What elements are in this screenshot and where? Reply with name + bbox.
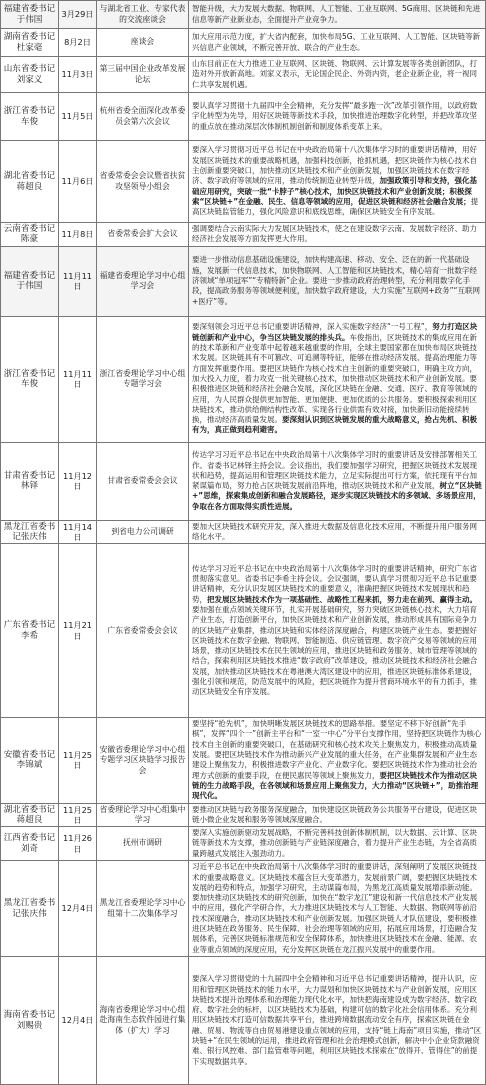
table-row xyxy=(1,1,486,29)
text-segment: 加大应用示范力度，扩大省内配套，加快布局5G、工业互联网、人工智能、区块链等新兴信息产业领域，不断完善开放、联合的产业生态。 xyxy=(192,32,481,52)
content-cell xyxy=(189,1,486,29)
table-row xyxy=(1,57,486,93)
text-segment: 传达学习习近平总书记在中央政治局第十八次集体学习时的重要讲话及安排部署相关工作。省委书记林铎主持会议。会议指出，我们要加强学习研究，把握区块链技术发展现状和趋势，提高运用和管理区块链技术能力，立足实际提出可行方案，依托现有平台加紧谋篇布局，努力抢占区块链发展前沿阵地，推动区块链技术和产业发展， xyxy=(192,450,477,491)
table-row xyxy=(1,29,486,57)
content-cell xyxy=(189,93,486,141)
table-row xyxy=(1,141,486,223)
content-cell xyxy=(189,718,486,803)
bold-segment: 要把区块链技术作为推动区块链的生力战略手段，在各领域和场景应用上聚焦发力，大力推动“区块链+”，助推治理现代化。 xyxy=(192,770,479,801)
official-cell: 福建省委书记于伟国 xyxy=(1,1,59,29)
date-cell: 11月6日 xyxy=(59,141,97,223)
text-segment: 要坚持“抢先机”，加快明晰发展区块链技术的思路举措。要坚定不移下好创新“先手棋”，发挥“四个一”创新主平台和“一室一中心”分平台支撑作用，坚持把区块链作为核心技术自主创新的重要突破口，在基础研究和核心技术攻关上聚焦发力，积极推动高质量发展。要把区块链技术作为推动新兴产业发展的重大任务，在产业集群发展和产业生态建设上聚焦发力，积极推进数字产业化、产业数字化。要把区块链技术作为推动社会治理方式创新的重要手段，在便民惠民等领域上聚焦发力， xyxy=(192,719,482,780)
content-cell xyxy=(189,544,486,718)
official-cell: 浙江省委书记车俊 xyxy=(1,93,59,141)
official-cell: 福建省委书记于伟国 xyxy=(1,246,59,316)
text-segment: 提高区块链监管能力，强化风险意识和底线思维，确保区块链安全有序发展。 xyxy=(192,196,479,217)
event-cell: 甘肃省委常委会会议 xyxy=(97,442,189,520)
text-segment: 要加强在重点领域关键环节，扎实开展基础研究，努力突破区块链核心技术，大力培育产业生态，打造创新平台，加快区块链技术和产业创新发展，推动形成具有国际竞争力的区块链产业集群，推动区块链和实体经济深度融合，构建区块链产业生态。要把握好区块链技术在数字金融、物联网、智能制造、供应链管理、数字资产交易等领域的应用场景，推动区块链技术在民生领域的应用，推进区块链和政务服务、城市管理等领域的结合，探索利用区块链技术推进“数字政府”改革建设，推动区块链技术和经济社会融合发展，加快推动区块链技术在粤港澳大湾区建设中的应用，推进区块链标准体系建设，强化引领和规范，防范发展中的风险，把区块链作为提升营商环境水平的有力抓手，推动区块链安全有序发展。 xyxy=(192,604,478,697)
text-segment: 要认真学习贯彻十九届四中全会精神，充分发挥“最多跑一次”改革引领作用，以政府数字化转型为先导，用好区块链等新技术手段，加快推进治理数字化转型，并把改革攻坚的重点放在推动深层次体制机制创新和制度体系变革上来。 xyxy=(192,101,478,131)
event-cell: 省委常委会扩大会议 xyxy=(97,223,189,247)
event-cell: 省委常委会会议暨省扶贫攻坚领导小组会 xyxy=(97,141,189,223)
date-cell: 12月4日 xyxy=(59,861,97,957)
official-cell: 湖北省委书记蒋超良 xyxy=(1,141,59,223)
text-segment: 要推动区块链与政务服务深度融合，加快建设区块链政务公共服务平台建设，促进区块链小微企业发展和服务等领域深度融合。 xyxy=(192,804,477,824)
text-segment: 强调要结合云南实际大力发展区块链技术，使之在建设数字云南、发展数字经济、助力经济社会发展等方面发挥更大作用。 xyxy=(192,224,477,244)
official-cell: 浙江省委书记车俊 xyxy=(1,316,59,442)
event-cell: 福建省委理论学习中心组学习会 xyxy=(97,246,189,316)
content-cell xyxy=(189,246,486,316)
officials-table xyxy=(1,1,486,1085)
event-cell: 与湖北省工业、专家代表的交流座谈会 xyxy=(97,1,189,29)
date-cell: 12月4日 xyxy=(59,957,97,1085)
date-cell: 11月8日 xyxy=(59,223,97,247)
table-row xyxy=(1,246,486,316)
content-cell xyxy=(189,223,486,247)
table-row xyxy=(1,520,486,544)
event-cell: 杭州省委全面深化改革委员会第六次会议 xyxy=(97,93,189,141)
bold-segment: 加强政策引导和支持，强化基础应用研究，突破一批“卡脖子”核心技术，加快区块链技术和产业创新发展；积极探索“区块链+”在金融、民生、信息等领域的应用，促进区块链和经济社会融合发展； xyxy=(192,176,477,206)
content-cell xyxy=(189,141,486,223)
table-row xyxy=(1,544,486,718)
date-cell: 11月3日 xyxy=(59,57,97,93)
text-segment: 要深入实施创新驱动发展战略，不断完善科技创新体制机制，以大数据、云计算、区块链等新技术为支撑，推动创新链与产业链深度融合，着力提升产业生态链，为全省高质量跨越式发展注入强劲动力。 xyxy=(192,828,477,858)
table-row xyxy=(1,718,486,803)
text-segment: 要加大区块链技术研究开发，深入推进大数据及信息化技术应用，不断提升用户服务网络化水平。 xyxy=(192,521,477,541)
text-segment: 传达学习习近平总书记在中央政治局第十八次集体学习时的重要讲话精神，研究广东省贯彻落实意见。省委书记李希主持会议。会议强调，要认真学习贯彻习近平总书记重要讲话精神，充分认识发展区块链技术的重要意义，准确把握区块链技术发展现状和趋势， xyxy=(192,563,477,604)
table-row xyxy=(1,93,486,141)
event-cell: 第三届中国企业改革发展论坛 xyxy=(97,57,189,93)
text-segment: 要深入学习贯彻习近平总书记在中央政治局第十八次集体学习时的重要讲话精神，用好发展区块链技术的重要战略机遇，加强科技创新，抢抓机遇，把区块链作为核心技术自主创新重要突破口，加快推动区块链技术和产业创新发展，加强区块链技术在数字经济、数字政府等领域的应用，推动传统制造业转型升级， xyxy=(192,145,477,186)
text-segment: 智能升级，大力发展大数据、物联网、人工智能、工业互联网、5G商用、区块链和先进信息等新产业新业态，全面提升产业竞争力。 xyxy=(192,4,481,24)
content-cell xyxy=(189,957,486,1085)
date-cell: 11月12日 xyxy=(59,442,97,520)
bold-segment: 把发展区块链技术作为一项基础性、战略性工程来抓，努力走在前列、赢得主动。 xyxy=(207,594,477,604)
content-cell xyxy=(189,29,486,57)
official-cell: 黑龙江省委书记张庆伟 xyxy=(1,520,59,544)
table-row xyxy=(1,861,486,957)
date-cell: 11月26日 xyxy=(59,827,97,861)
text-segment: 习近平总书记在中央政治局第十八次集体学习时的重要讲话，深刻阐明了发展区块链技术的重要战略意义。区块链技术蕴含巨大变革潜力，发展前景广阔，要把握区块链技术发展的趋势和特点，加强学习研究，主动谋篇布局，为黑龙江高质量发展增添新动能。要加快推动区块链技术的研究创新，加快在“数字龙江”建设和新一代信息技术产业发展中的应用，强化产学研合作，大力推进区块链技术与人工智能、大数据、物联网等前沿技术深度融合，推动区块链技术和产业创新发展。加强区块链人才队伍建设，要积极推进区块链在政务服务、民生保障、社会治理等领域的应用，拓展应用场景，打造融合发展体系，完善区块链标准规范和安全保障体系，加快推进区块链技术在金融、能源、农业等重点领域的深度应用，充分发挥区块链在龙江振兴发展中的重要作用。 xyxy=(192,862,478,954)
content-cell xyxy=(189,803,486,827)
text-segment: 山东目前正在大力推进工业互联网、区块链、物联网、云计算发展等各类创新团队，打造对外开放新高地。刘家义表示，无论国企民企、外资内资，老企业新企业，将一视同仁共享发展机遇。 xyxy=(192,59,477,89)
bold-segment: 努力打造区块链创新和产业中心，争当区块链发展的排头兵。 xyxy=(192,322,478,342)
table-row xyxy=(1,223,486,247)
text-segment: 要深刻领会习近平总书记重要讲话精神，深入实施数字经济“一号工程”， xyxy=(192,322,433,332)
content-cell xyxy=(189,520,486,544)
event-cell: 抚州市调研 xyxy=(97,827,189,861)
event-cell: 黑龙江省委理论学习中心组第十二次集体学习 xyxy=(97,861,189,957)
event-cell: 广东省委常委会会议 xyxy=(97,544,189,718)
content-cell xyxy=(189,316,486,442)
official-cell: 江西省委书记刘奇 xyxy=(1,827,59,861)
date-cell: 11月11日 xyxy=(59,316,97,442)
official-cell: 湖北省委书记蒋超良 xyxy=(1,803,59,827)
content-cell xyxy=(189,57,486,93)
event-cell: 到省电力公司调研 xyxy=(97,520,189,544)
date-cell: 8月2日 xyxy=(59,29,97,57)
official-cell: 云南省委书记陈豪 xyxy=(1,223,59,247)
date-cell: 11月25日 xyxy=(59,718,97,803)
date-cell: 3月29日 xyxy=(59,1,97,29)
date-cell: 11月11日 xyxy=(59,246,97,316)
date-cell: 11月14日 xyxy=(59,520,97,544)
table-row xyxy=(1,316,486,442)
event-cell: 浙江省委理论学习中心组专题学习会 xyxy=(97,316,189,442)
date-cell: 11月25日 xyxy=(59,803,97,827)
official-cell: 湖南省委书记杜家毫 xyxy=(1,29,59,57)
event-cell: 省委理论学习中心组集中学习 xyxy=(97,803,189,827)
event-cell: 海南省委理论学习中心组赴海南生态软件园进行集体（扩大）学习 xyxy=(97,957,189,1085)
bold-segment: 树立“区块链+”思维，探索集成创新和融合发展路径，逐步实现区块链技术的多领域、多场景应用，争取在各方面取得实质性进展。 xyxy=(192,481,482,511)
official-cell: 山东省委书记刘家义 xyxy=(1,57,59,93)
table-row xyxy=(1,957,486,1085)
event-cell: 安徽省委理论学习中心组专题学习区块链学习报告会 xyxy=(97,718,189,803)
date-cell: 11月21日 xyxy=(59,544,97,718)
table-row xyxy=(1,827,486,861)
date-cell: 11月5日 xyxy=(59,93,97,141)
event-cell: 座谈会 xyxy=(97,29,189,57)
content-cell xyxy=(189,442,486,520)
official-cell: 甘肃省委书记林铎 xyxy=(1,442,59,520)
official-cell: 广东省委书记李希 xyxy=(1,544,59,718)
official-cell: 海南省委书记刘赐贵 xyxy=(1,957,59,1085)
text-segment: 要深入学习贯彻党的十九届四中全会精神和习近平总书记重要讲话精神，提升认识，应用和管理区块链技术的能力水平，大力谋划和加快区块链技术与产业创新发展，应用区块链技术提升治理体系和治理能力现代化水平，加快把海南建设成为数字经济、数字政府、数字社会的标杆，以区块链技术为基础，构建可信的数字化社会信用体系。充分利用区块链技术打造可信数据共享平台，推进跨境数据流动安全有序，探索区块链在金融、贸易、物流等自由贸易港建设重点领域的应用，支持“链上海南”项目实施，推动“区块链+”在民生领域的运用，推进政府管理和社会治理模式创新，解决中小企业贷款融资难、银行风控难、部门监管难等问题，利用区块链技术探索在“放得开、管得住”的前提下实现数据共享。 xyxy=(192,974,482,1066)
table-row xyxy=(1,442,486,520)
official-cell: 安徽省委书记李锦斌 xyxy=(1,718,59,803)
table-row xyxy=(1,803,486,827)
content-cell xyxy=(189,861,486,957)
bold-segment: 要深刻认识到区块链发展的重大战略意义，抢占先机、积极有为，真正做到趋利避害。 xyxy=(192,415,477,435)
content-cell xyxy=(189,827,486,861)
text-segment: 要进一步推动信息基础设施建设，加快构建高速、移动、安全、泛在的新一代基础设施，发展新一代信息技术，加快物联网、人工智能和区块链技术，精心培育一批数字经济领域“单项冠军”“专精特新”企业。要进一步推动政府治理转型，充分利用数字化手段，提高政务服务等领域便利度，加快数字政府建设，大力实施“互联网+政务”“互联网+医疗”等。 xyxy=(192,255,480,306)
official-cell: 黑龙江省委书记张庆伟 xyxy=(1,861,59,957)
text-segment: 车俊指出，区块链技术的集成应用在新的技术革新和产业变革中起着越来越重要的作用，全球主要国家都在加快布局区块链技术发展。区块链具有不可篡改、可追溯等特征，能够在推动经济发展、提高治理能力等方面发挥重要作用。要把区块链作为核心技术自主创新的重要突破口，明确主攻方向，加大投入力度，着力攻克一批关键核心技术，加快推动区块链技术和产业创新发展。要积极推进区块链和经济社会融合发展，深化区块链在金融、交通、医疗、教育等领域的应用，为人民群众提供更加智能、更加便捷、更加优质的公共服务。要积极探索利用区块链技术，推动供给侧结构性改革、实现各行业供需有效对接，加快新旧动能接续转换，推动经济高质量发展。 xyxy=(192,332,477,425)
